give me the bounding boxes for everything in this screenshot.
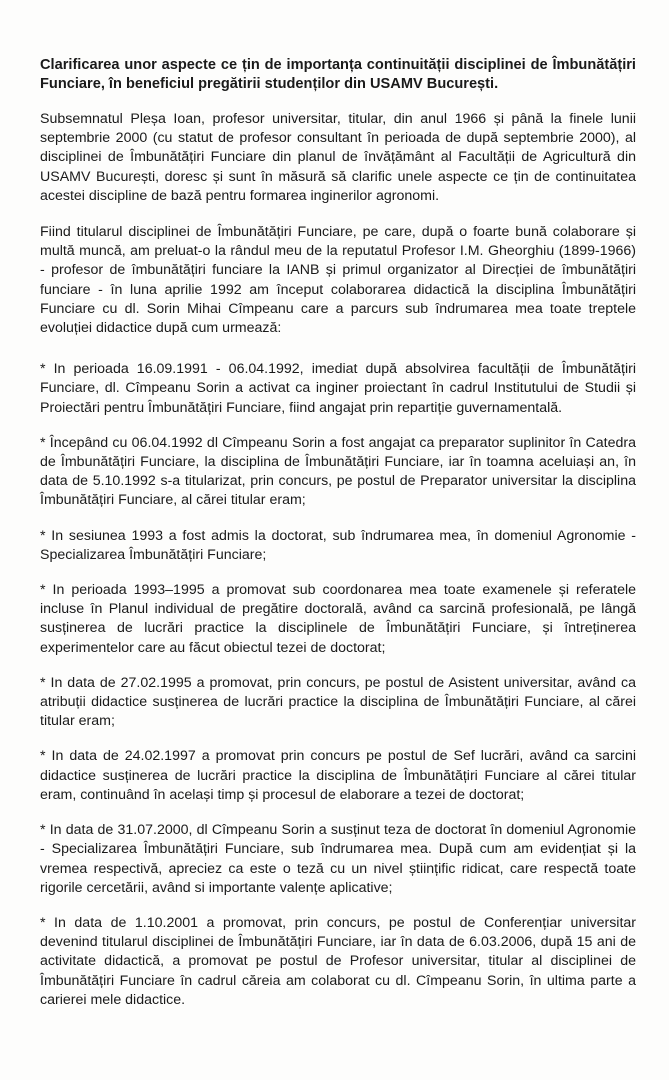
- document-body: [40, 56, 636, 1026]
- document-title: Clarificarea unor aspecte ce țin de importanța continuității disciplinei de Îmbunătățiri Funciare, în beneficiul pregătirii studenților din USAMV București.: [40, 57, 636, 92]
- paragraph-item-1995: * In data de 27.02.1995 a promovat, prin concurs, pe postul de Asistent universitar, având ca atribuții didactice susținerea de lucrări practice la disciplina de Îmbunătățiri Funciare, al cărei titular eram;: [40, 674, 636, 730]
- paragraph-item-1993: * In sesiunea 1993 a fost admis la doctorat, sub îndrumarea mea, în domeniul Agronomie - Specializarea Îmbunătățiri Funciare;: [40, 527, 636, 563]
- paragraph-introduction: Subsemnatul Pleșa Ioan, profesor universitar, titular, din anul 1966 și până la finele lunii septembrie 2000 (cu statut de profesor consultant în perioada de după septembrie 2000), al disciplinei de Îmbunătățiri Funciare din planul de învățământ al Facultății de Agricultură din USAMV București, doresc și sunt în măsură să clarific unele aspecte ce țin de continuitatea acestei discipline de bază pentru formarea inginerilor agronomi.: [40, 111, 636, 204]
- paragraph-titular: Fiind titularul disciplinei de Îmbunătățiri Funciare, pe care, după o foarte bună colaborare și multă muncă, am preluat-o la rândul meu de la reputatul Profesor I.M. Gheorghiu (1899-1966) - profesor de îmbunătățiri funciare la IANB și primul organizator al Direcției de îmbunătățiri funciare - în luna aprilie 1992 am început colaborarea didactică la disciplina Îmbunătățiri Funciare cu dl. Sorin Mihai Cîmpeanu care a parcurs sub îndrumarea mea toate treptele evoluției didactice după cum urmează:: [40, 224, 636, 337]
- paragraph-item-2000: * In data de 31.07.2000, dl Cîmpeanu Sorin a susținut teza de doctorat în domeniul Agronomie - Specializarea Îmbunătățiri Funciare, sub îndrumarea mea. După cum am evidențiat și la vremea respectivă, apreciez ca este o teză cu un nivel științific ridicat, care respectă toate rigorile cercetării, având si importante valențe aplicative;: [40, 822, 636, 896]
- paragraph-item-1997: * In data de 24.02.1997 a promovat prin concurs pe postul de Sef lucrări, având ca sarcini didactice susținerea de lucrări practice la disciplina de Îmbunătățiri Funciare al cărei titular eram, continuând în același timp și procesul de elaborare a tezei de doctorat;: [40, 748, 636, 803]
- paragraph-item-1991: * In perioada 16.09.1991 - 06.04.1992, imediat după absolvirea facultății de Îmbunătățiri Funciare, dl. Cîmpeanu Sorin a activat ca inginer proiectant în cadrul Institutului de Studii și Proiectări pentru Îmbunătățiri Funciare, fiind angajat prin repartiție guvernamentală.: [40, 361, 636, 416]
- paragraph-item-1992: * Începând cu 06.04.1992 dl Cîmpeanu Sorin a fost angajat ca preparator suplinitor în Catedra de Îmbunătățiri Funciare, la disciplina de Îmbunătățiri Funciare, iar în toamna aceluiași an, în data de 5.10.1992 s-a titularizat, prin concurs, pe postul de Preparator universitar la disciplina Îmbunătățiri Funciare, al cărei titular eram;: [40, 434, 636, 509]
- paragraph-item-1993-1995: * In perioada 1993–1995 a promovat sub coordonarea mea toate examenele și referatele incluse în Planul individual de pregătire doctorală, având ca sarcină profesională, pe lângă susținerea de lucrări practice la disciplinele de Îmbunătățiri Funciare, și întreținerea experimentelor care au făcut obiectul tezei de doctorat;: [40, 582, 636, 656]
- paragraph-item-2001: * In data de 1.10.2001 a promovat, prin concurs, pe postul de Conferențiar universitar devenind titularul disciplinei de Îmbunătățiri Funciare, iar în data de 6.03.2006, după 15 ani de activitate didactică, a promovat pe postul de Profesor universitar, titular al disciplinei de Îmbunătățiri Funciare în cadrul căreia am colaborat cu dl. Cîmpeanu Sorin, în ultima parte a carierei mele didactice.: [40, 914, 636, 1008]
